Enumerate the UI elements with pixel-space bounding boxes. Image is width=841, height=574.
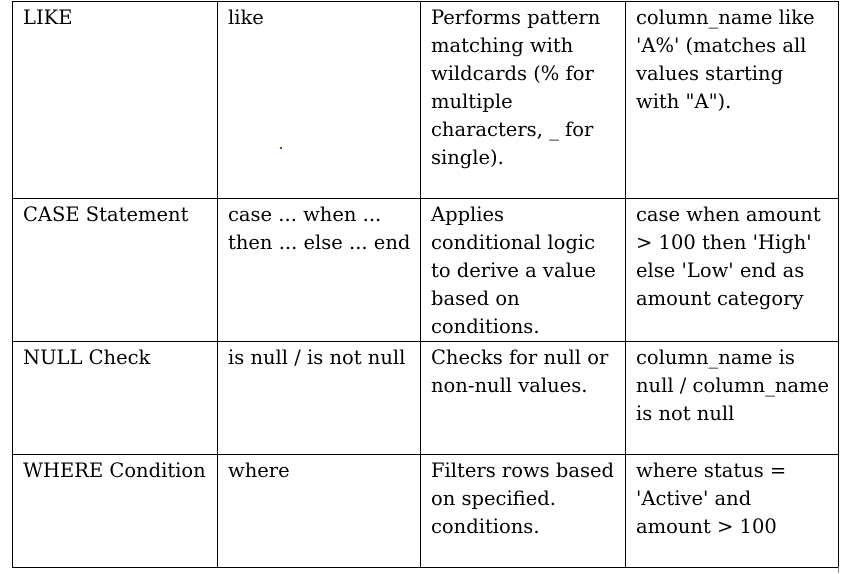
table-row bbox=[13, 342, 839, 455]
example-cell: where status = 'Active' and amount > 100 bbox=[626, 455, 839, 568]
syntax-cell: like bbox=[218, 2, 421, 199]
operator-cell: CASE Statement bbox=[13, 199, 218, 342]
operator-cell: NULL Check bbox=[13, 342, 218, 455]
syntax-cell: case ... when ... then ... else ... end bbox=[218, 199, 421, 342]
description-cell: Filters rows based on specified. conditions. bbox=[421, 455, 626, 568]
example-cell: case when amount > 100 then 'High' else 'Low' end as amount category bbox=[626, 199, 839, 342]
stray-dot-mark bbox=[280, 147, 282, 149]
table-row bbox=[13, 2, 839, 199]
sql-operators-table bbox=[12, 1, 839, 568]
example-cell: column_name like 'A%' (matches all values starting with "A"). bbox=[626, 2, 839, 199]
description-cell: Checks for null or non-null values. bbox=[421, 342, 626, 455]
description-cell: Performs pattern matching with wildcards (% for multiple characters, _ for single). bbox=[421, 2, 626, 199]
page-corner-mark bbox=[838, 567, 839, 573]
description-cell: Applies conditional logic to derive a value based on conditions. bbox=[421, 199, 626, 342]
table-row bbox=[13, 199, 839, 342]
table-row bbox=[13, 455, 839, 568]
operator-cell: LIKE bbox=[13, 2, 218, 199]
syntax-cell: is null / is not null bbox=[218, 342, 421, 455]
example-cell: column_name is null / column_name is not null bbox=[626, 342, 839, 455]
operator-cell: WHERE Condition bbox=[13, 455, 218, 568]
syntax-cell: where bbox=[218, 455, 421, 568]
